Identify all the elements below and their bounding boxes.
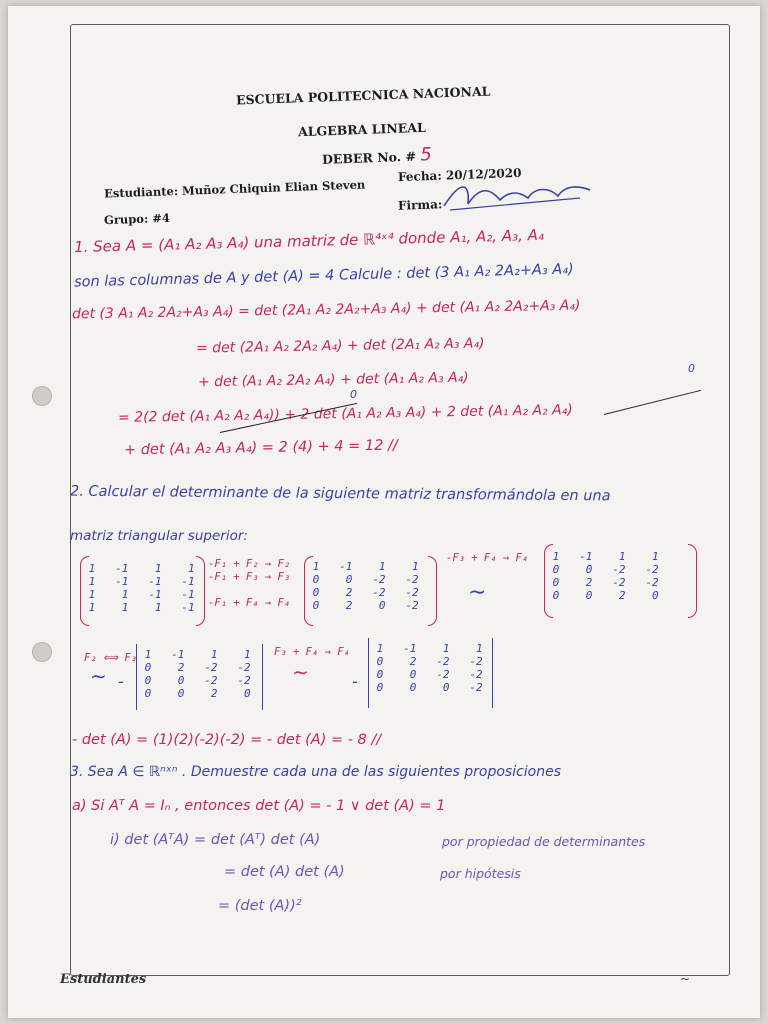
- p3-statement: 3. Sea A ∈ ℝⁿˣⁿ . Demuestre cada una de las siguientes proposiciones: [70, 764, 562, 780]
- p1-line-5: + det (A₁ A₂ 2A₂ A₄) + det (A₁ A₂ A₃ A₄): [197, 369, 469, 391]
- m4-bar-left: [136, 644, 137, 710]
- deber-text: DEBER No. #: [321, 148, 417, 167]
- handwritten-signature: [440, 176, 600, 216]
- matrix-2: 1 -1 1 1 0 0 -2 -2 0 2 -2 -2 0 2 0 -2: [312, 560, 419, 612]
- matrix-4: 1 -1 1 1 0 2 -2 -2 0 0 -2 -2 0 0 2 0: [144, 648, 251, 700]
- p1-statement: 1. Sea A = (A₁ A₂ A₃ A₄) una matriz de ℝ⁴ˣ⁴ donde A₁, A₂, A₃, A₄: [73, 225, 545, 257]
- p1-line-4: = det (2A₁ A₂ 2A₂ A₄) + det (2A₁ A₂ A₃ A₄): [195, 335, 485, 357]
- m1-paren-right: [196, 556, 205, 626]
- p1-line-2: son las columnas de A y det (A) = 4 Calcule : det (3 A₁ A₂ 2A₂+A₃ A₄): [73, 261, 574, 291]
- zero-mark-1: 0: [350, 388, 357, 401]
- signature-label: Firma:: [397, 197, 443, 213]
- date-field: Fecha: 20/12/2020: [397, 165, 522, 185]
- matrix-5: 1 -1 1 1 0 2 -2 -2 0 0 -2 -2 0 0 0 -2: [376, 642, 483, 694]
- p1-line-7: + det (A₁ A₂ A₃ A₄) = 2 (4) + 4 = 12 //: [123, 437, 398, 459]
- minus-sign-1: -: [118, 672, 124, 691]
- p2-statement: 2. Calcular el determinante de la siguiente matriz transformándola en una: [69, 483, 611, 505]
- p2-line-2: matriz triangular superior:: [70, 528, 248, 544]
- school-name: ESCUELA POLITECNICA NACIONAL: [235, 83, 491, 108]
- ops-1: -F₁ + F₂ → F₂ -F₁ + F₃ → F₃ -F₁ + F₄ → F₄: [208, 558, 291, 609]
- p3-step-1: i) det (AᵀA) = det (Aᵀ) det (A): [110, 832, 321, 848]
- deber-number: 5: [419, 144, 433, 166]
- tilde-3: ∼: [292, 660, 309, 684]
- matrix-3: 1 -1 1 1 0 0 -2 -2 0 2 -2 -2 0 0 2 0: [552, 550, 659, 602]
- ops-4: F₃ + F₄ → F₄: [274, 646, 350, 658]
- m2-paren-right: [428, 556, 437, 626]
- binder-hole-top: [32, 386, 52, 406]
- deber-label: [322, 144, 432, 169]
- m5-bar-left: [368, 638, 369, 708]
- binder-hole-bottom: [32, 642, 52, 662]
- ops-3: F₂ ⟺ F₃: [84, 652, 137, 664]
- matrix-1: 1 -1 1 1 1 -1 -1 -1 1 1 -1 -1 1 1 1 -1: [88, 562, 195, 614]
- p3-step-3: = (det (A))²: [218, 898, 302, 914]
- corner-mark: ~: [680, 972, 691, 986]
- m5-bar-right: [492, 638, 493, 708]
- p3-item-a: a) Si Aᵀ A = Iₙ , entonces det (A) = - 1 ∨ det (A) = 1: [72, 798, 446, 814]
- p1-line-6: = 2(2 det (A₁ A₂ A₂ A₄)) + 2 det (A₁ A₂ A₃ A₄) + 2 det (A₁ A₂ A₂ A₄): [117, 402, 573, 426]
- group-label: Grupo: #4: [103, 210, 171, 228]
- zero-mark-2: 0: [688, 362, 695, 375]
- subject-name: ALGEBRA LINEAL: [297, 119, 427, 140]
- p2-result: - det (A) = (1)(2)(-2)(-2) = - det (A) = - 8 //: [72, 732, 382, 748]
- p3-step-2: = det (A) det (A): [224, 864, 345, 880]
- m4-bar-right: [262, 644, 263, 710]
- p1-line-3: det (3 A₁ A₂ 2A₂+A₃ A₄) = det (2A₁ A₂ 2A₂+A₃ A₄) + det (A₁ A₂ 2A₂+A₃ A₄): [71, 297, 581, 323]
- tilde-1: ∼: [468, 580, 487, 605]
- notebook-logo: Estudiantes: [60, 972, 147, 987]
- minus-sign-2: -: [352, 672, 358, 691]
- m3-paren-right: [688, 544, 697, 618]
- tilde-2: ∼: [90, 664, 107, 688]
- student-name: Estudiante: Muñoz Chiquin Elian Steven: [103, 177, 366, 201]
- p3-step-2-note: por hipótesis: [440, 866, 521, 881]
- p3-step-1-note: por propiedad de determinantes: [442, 834, 646, 849]
- ops-2: -F₃ + F₄ → F₄: [446, 552, 529, 564]
